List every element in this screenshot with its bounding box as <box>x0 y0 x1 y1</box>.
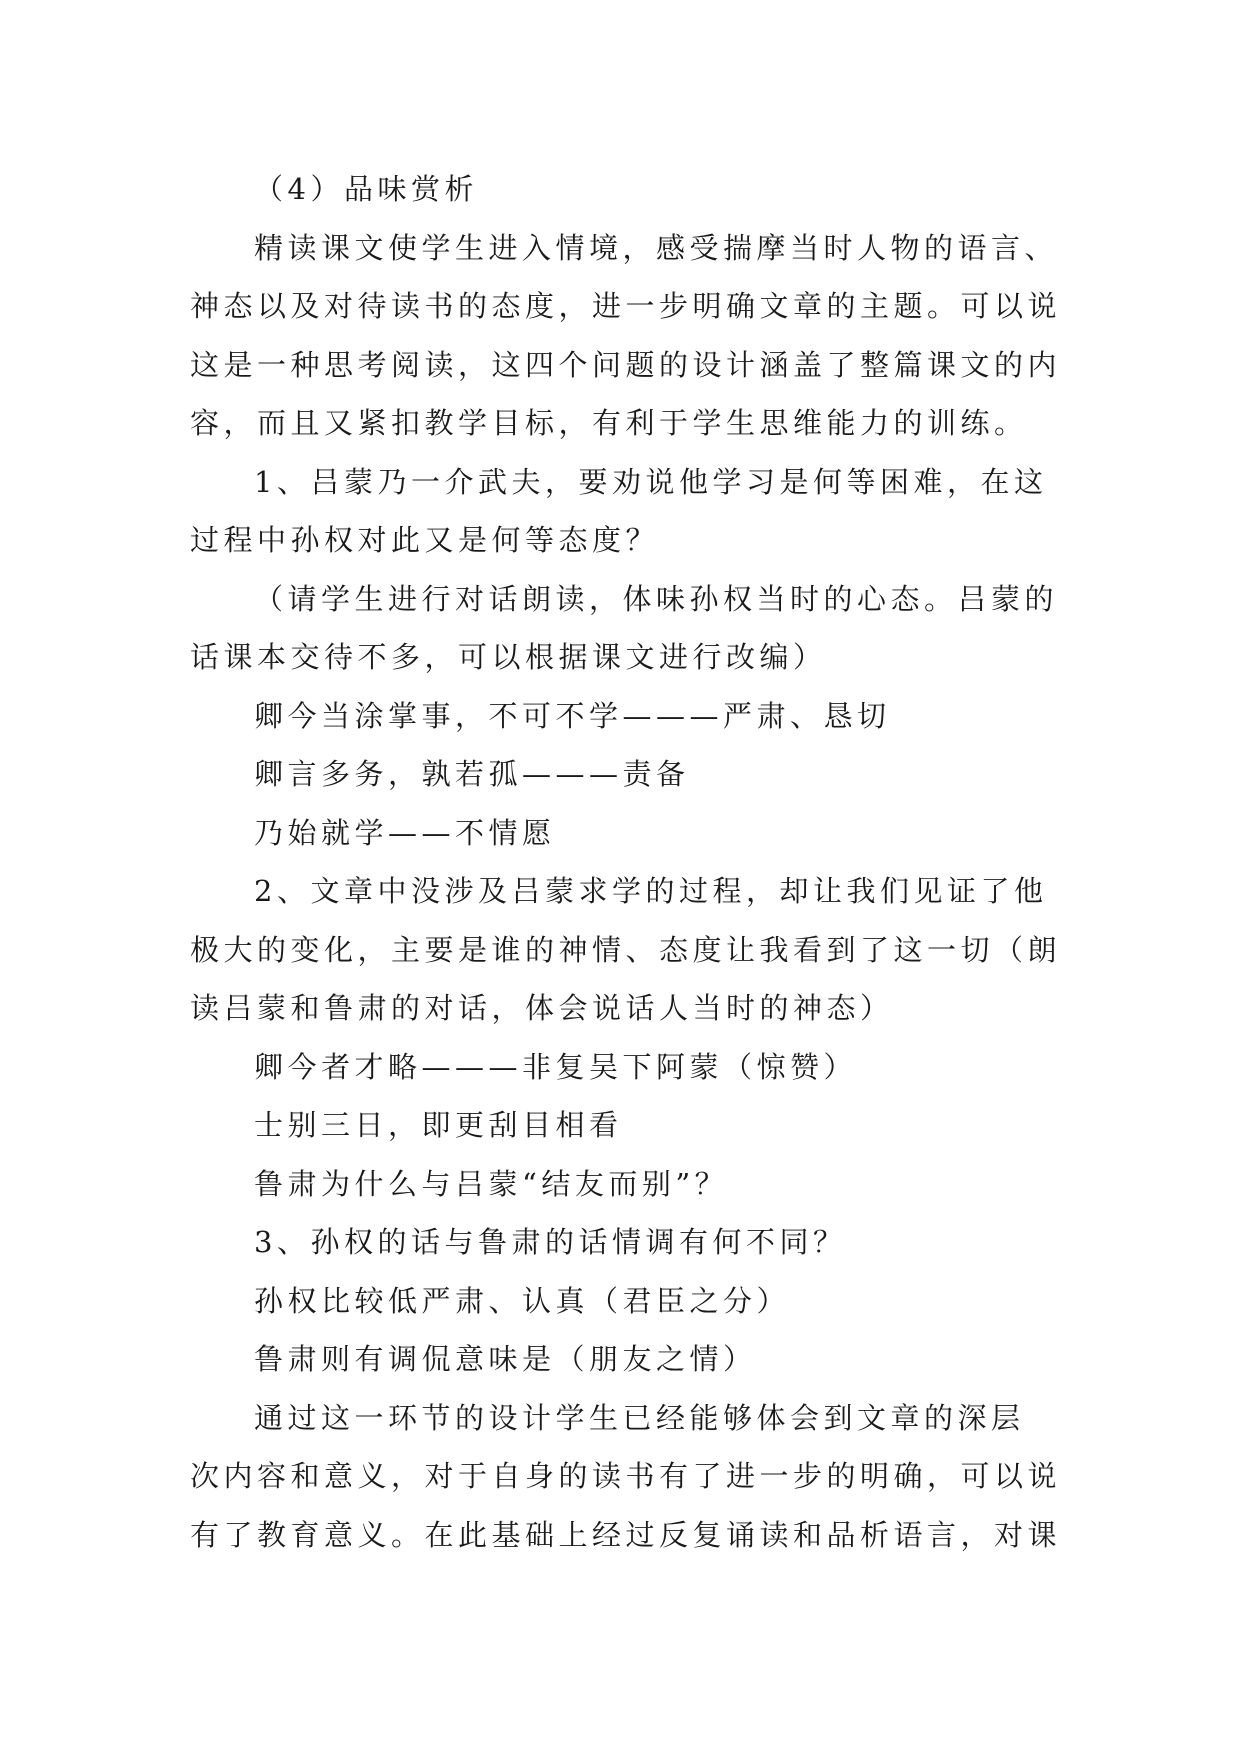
quote-line: 卿今当涂掌事，不可不学———严肃、恳切 <box>254 698 891 733</box>
question-line: 读吕蒙和鲁肃的对话，体会说话人当时的神态） <box>190 991 894 1025</box>
quote-line: 鲁肃则有调侃意味是（朋友之情） <box>254 1342 757 1376</box>
paragraph-line: 话课本交待不多，可以根据课文进行改编） <box>190 640 827 674</box>
quote-line: 孙权比较低严肃、认真（君臣之分） <box>254 1283 791 1318</box>
quote-line: 卿今者才略———非复吴下阿蒙（惊赞） <box>254 1049 858 1084</box>
paragraph-line: 神态以及对待读书的态度，进一步明确文章的主题。可以说 <box>190 289 1062 323</box>
quote-line: 乃始就学——不情愿 <box>254 815 556 850</box>
question-line: 3、孙权的话与鲁肃的话情调有何不同？ <box>254 1225 847 1259</box>
paragraph-line: 这是一种思考阅读，这四个问题的设计涵盖了整篇课文的内 <box>190 347 1062 382</box>
paragraph-line: （请学生进行对话朗读，体味孙权当时的心态。吕蒙的 <box>254 581 1059 616</box>
question-line: 1、吕蒙乃一介武夫，要劝说他学习是何等困难，在这 <box>254 464 1048 499</box>
question-line: 过程中孙权对此又是何等态度？ <box>190 523 660 557</box>
document-body <box>190 160 1070 1564</box>
question-line: 极大的变化，主要是谁的神情、态度让我看到了这一切（朗 <box>190 932 1062 967</box>
paragraph-line: 有了教育意义。在此基础上经过反复诵读和品析语言，对课 <box>190 1517 1062 1552</box>
paragraph-line: 精读课文使学生进入情境，感受揣摩当时人物的语言、 <box>254 230 1059 265</box>
paragraph-line: 次内容和意义，对于自身的读书有了进一步的明确，可以说 <box>190 1459 1062 1493</box>
section-heading: （4）品味赏析 <box>254 172 478 206</box>
paragraph-line: 通过这一环节的设计学生已经能够体会到文章的深层 <box>254 1400 1025 1435</box>
quote-line: 卿言多务，孰若孤———责备 <box>254 757 690 791</box>
quote-line: 士别三日，即更刮目相看 <box>254 1108 623 1142</box>
quote-line: 鲁肃为什么与吕蒙“结友而别”？ <box>254 1166 729 1201</box>
question-line: 2、文章中没涉及吕蒙求学的过程，却让我们见证了他 <box>254 874 1048 908</box>
paragraph-line: 容，而且又紧扣教学目标，有利于学生思维能力的训练。 <box>190 406 1028 440</box>
